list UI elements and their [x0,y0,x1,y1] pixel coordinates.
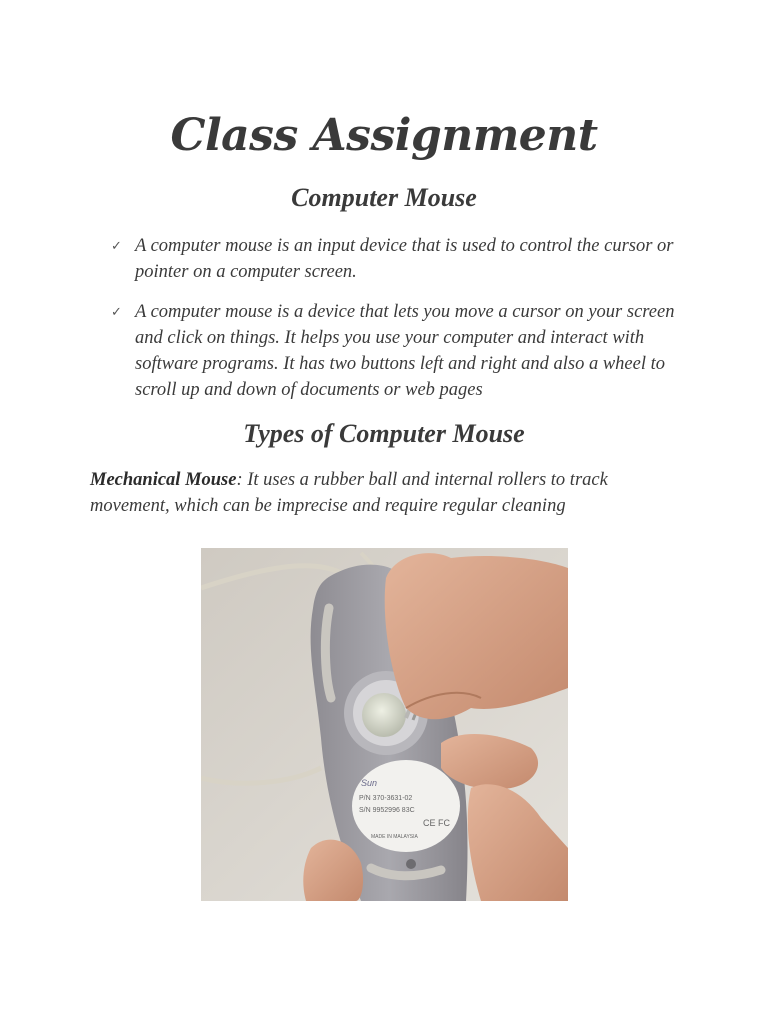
paragraph-text: : It uses a rubber ball and internal rollers to track movement, which can be imprecise and require regular cleaning [90,470,608,516]
bullet-text: A computer mouse is an input device that is used to control the cursor or pointer on a computer screen. [135,236,674,282]
bullet-list [110,233,690,417]
product-label [352,760,460,852]
section-heading-types: Types of Computer Mouse [243,419,525,448]
label-sn: S/N 9952996 83C [359,807,415,814]
mouse-illustration [201,548,568,901]
bullet-text: A computer mouse is a device that lets you move a cursor on your screen and click on things. It helps you use your computer and interact with software programs. It has two buttons left and right and also a wheel to scroll up and down of documents or web pages [135,302,675,400]
mouse-screw [406,859,416,869]
mechanical-mouse-photo [201,548,568,901]
section-heading-computer-mouse: Computer Mouse [291,183,477,212]
label-pn: P/N 370-3631-02 [359,795,413,802]
checkmark-icon: ✓ [111,238,122,253]
label-marks: CE FC [423,818,450,828]
hand-fingers [385,553,568,719]
bullet-item [110,233,690,285]
document-title: Class Assignment [170,110,598,161]
checkmark-icon: ✓ [111,304,122,319]
label-brand: Sun [361,778,378,788]
mechanical-mouse-paragraph [90,467,690,519]
term-mechanical-mouse: Mechanical Mouse [90,470,237,490]
label-made: MADE IN MALAYSIA [371,834,418,840]
rubber-ball [362,693,406,737]
bullet-item [110,299,690,403]
